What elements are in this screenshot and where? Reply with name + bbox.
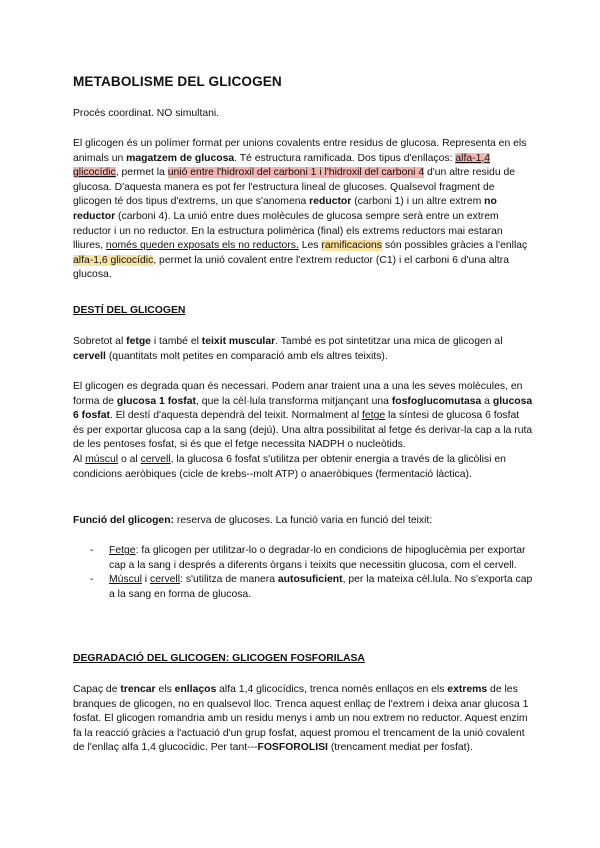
- heading-desti: DESTÍ DEL GLICOGEN: [73, 305, 186, 316]
- paragraph-fosforilasa: Capaç de trencar els enllaços alfa 1,4 glicocídics, trenca només enllaços en els extrems de les branques de glicogen, no en qualsevol lloc. Trenca aquest enllaç de l'extrem i deixa anar glucosa 1 fosfat. El glicogen romandria amb un residu menys i amb un nou extrem no reductor. Aquest enzim fa la reacció gràcies a l'actuació d'un grup fosfat, aquest promou el trencament de la unió covalent de l'enllaç alfa 1,4 glucocídic. Per tant---FOSFOROLISI (trencament mediat per fosfat).: [73, 684, 529, 754]
- paragraph-desti: Sobretot al fetge i també el teixit muscular. També es pot sintetitzar una mica de glicogen al cervell (quantitats molt petites en comparació amb els altres teixits).: [73, 336, 503, 362]
- list-item: - Múscul i cervell: s'utilitza de manera autosuficient, per la mateixa cèl.lula. No s'exporta cap a la sang en forma de glucosa.: [90, 574, 533, 600]
- highlight-alfa16: alfa-1,6 glicocídic: [73, 254, 154, 266]
- page-title: METABOLISME DEL GLICOGEN: [73, 74, 282, 89]
- highlight-ramificacions: ramificacions: [321, 240, 383, 252]
- paragraph-glicogen-structure: El glicogen és un polímer format per unions covalents entre residus de glucosa. Representa en els animals un magatzem de glucosa. Té estructura ramificada. Dos tipus d'enllaços: alfa-1,4 glicocídic, permet la unió entre l'hidroxil del carboni 1 i l'hidroxil del carboni 4 d'un altre residu de glucosa. D'aquesta manera es pot fer l'estructura lineal de glucoses. Qualsevol fragment de glicogen té dos tipus d'extrems, un que s'anomena reductor (carboni 1) i un altre extrem no reductor (carboni 4). La unió entre dues molècules de glucosa sempre serà entre un extrem reductor i un no reductor. En la estructura polimèrica (final) els extrems reductors mai estaran lliures, només queden exposats els no reductors. Les ramificacions són possibles gràcies a l'enllaç alfa-1,6 glicocídic, permet la unió covalent entre l'extrem reductor (C1) i el carboni 6 d'una altra glucosa.: [73, 138, 528, 281]
- heading-degradacio: DEGRADACIÓ DEL GLICOGEN: GLICOGEN FOSFORILASA: [73, 653, 365, 664]
- funcio-bullet-list: [73, 544, 533, 602]
- list-item: - Fetge: fa glicogen per utilitzar-lo o degradar-lo en condicions de hipoglucèmia per exportar cap a la sang i després a diferents òrgans i teixits que necessitin glucosa, com el cervell.: [90, 545, 526, 571]
- highlight-c1-c4: unió entre l'hidroxil del carboni 1 i l'hidroxil del carboni 4: [167, 167, 425, 179]
- intro-paragraph: Procés coordinat. NO simultani.: [73, 108, 220, 119]
- highlight-alfa14: alfa-1,4 glicocídic: [73, 152, 491, 179]
- paragraph-degradacio-intro: El glicogen es degrada quan és necessari. Podem anar traient una a una les seves molècules, en forma de glucosa 1 fosfat, que la cèl·lula transforma mitjançant una fosfoglucomutasa a glucosa 6 fosfat. El destí d'aquesta dependrà del teixit. Normalment al fetge la síntesi de glucosa 6 fosfat és per exportar glucosa cap a la sang (dejú). Una altra possibilitat al fetge és derivar-la cap a la ruta de les pentoses fosfat, si és que el fetge necessita NADPH o nucleòtids. Al múscul o al cervell, la glucosa 6 fosfat s'utilitza per obtenir energia a través de la glicòlisi en condicions aeròbiques (cicle de krebs--molt ATP) o anaeròbiques (fermentació làctica).: [73, 381, 533, 480]
- paragraph-funcio: Funció del glicogen: reserva de glucoses. La funció varia en funció del teixit:: [73, 515, 433, 526]
